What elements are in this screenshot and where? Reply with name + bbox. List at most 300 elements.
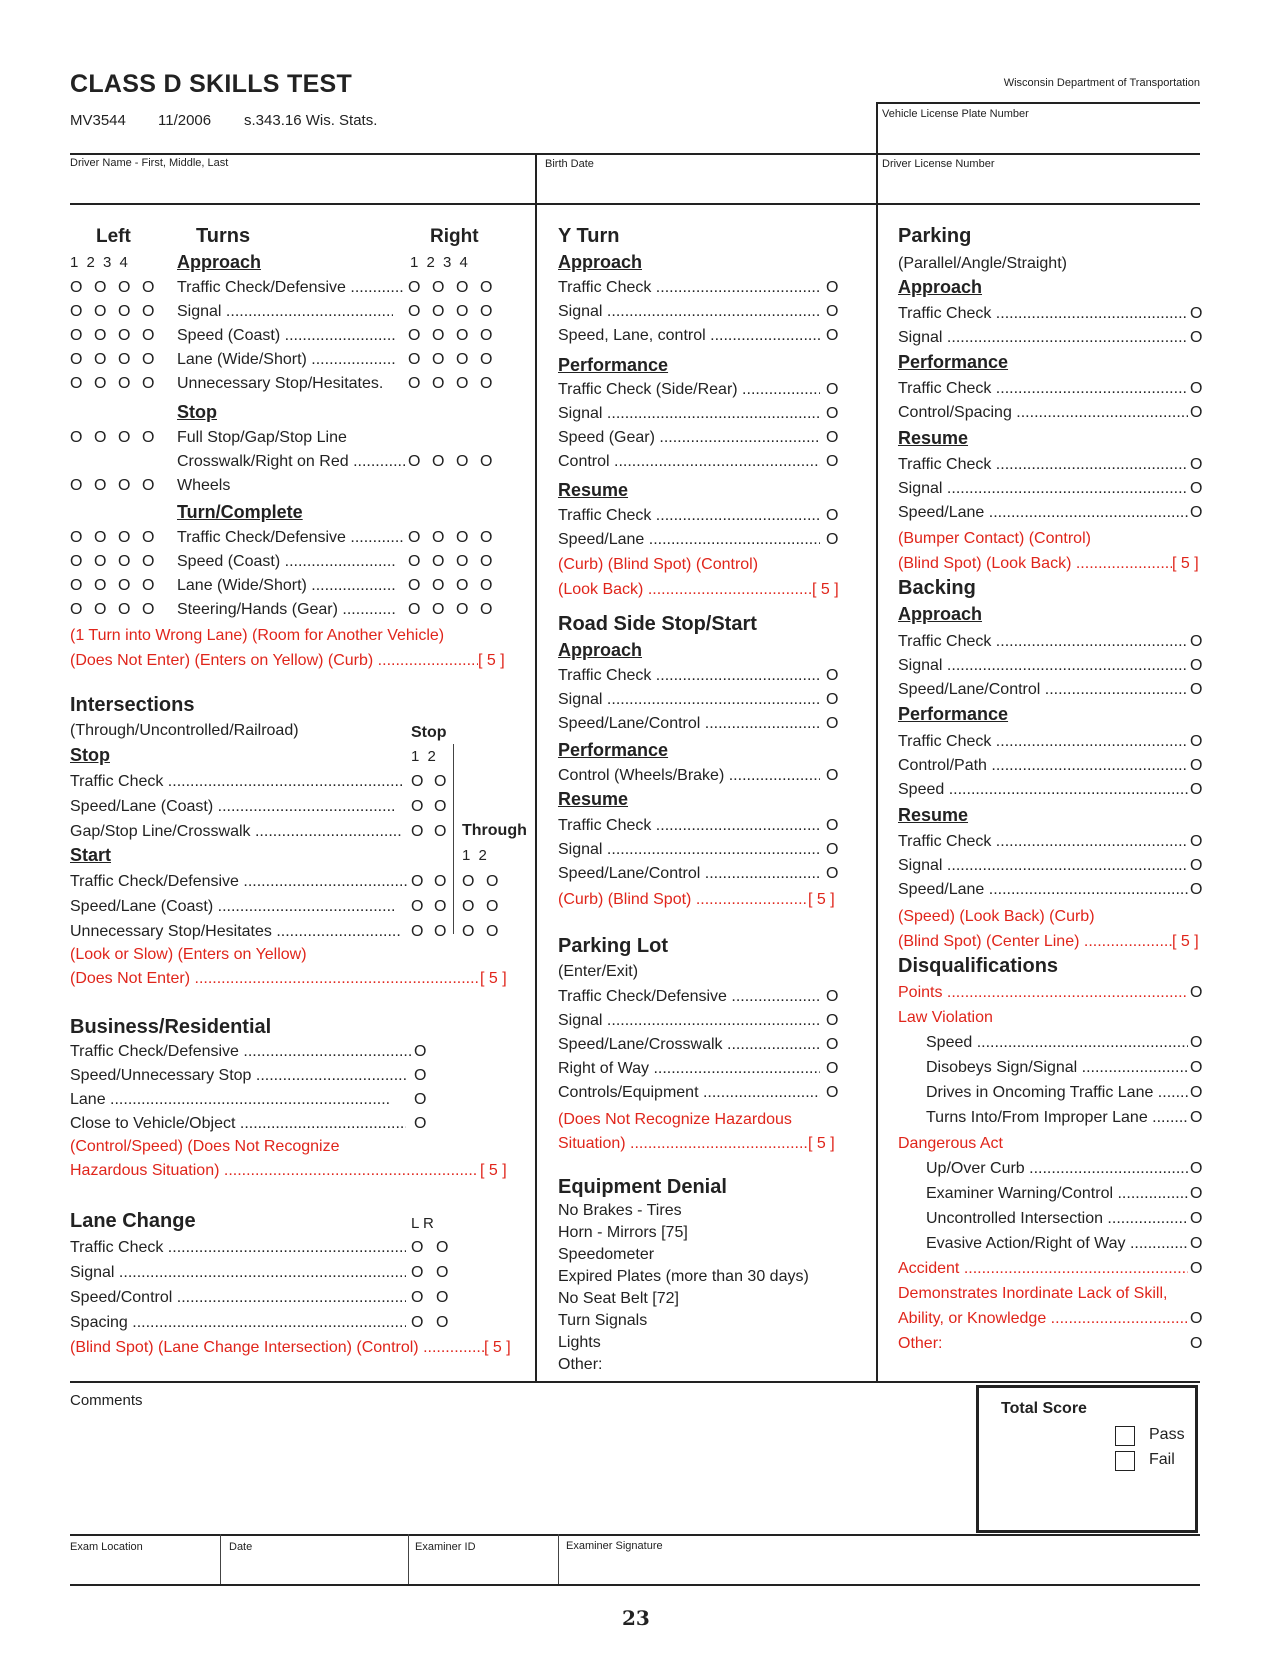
check-circle[interactable]: O xyxy=(486,898,499,915)
examiner-signature-label: Examiner Signature xyxy=(566,1540,663,1552)
disqualifications-title: Disqualifications xyxy=(898,955,1059,977)
check-circle[interactable]: O xyxy=(1190,1260,1203,1277)
check-circle[interactable]: O xyxy=(432,375,445,392)
check-circle[interactable]: O xyxy=(118,327,131,344)
y-turn-score: [ 5 ] xyxy=(812,581,839,598)
check-circle[interactable]: O xyxy=(411,898,424,915)
check-circle[interactable]: O xyxy=(118,477,131,494)
check-circle[interactable]: O xyxy=(1190,833,1203,850)
equipment-item: Lights xyxy=(558,1334,601,1351)
divider xyxy=(558,1534,559,1584)
check-circle[interactable]: O xyxy=(408,327,421,344)
checklist-item-label: Speed (Gear) ..... xyxy=(558,427,820,449)
check-circle[interactable]: O xyxy=(480,375,493,392)
disq-points-label: Points ..... xyxy=(898,982,1188,1004)
check-circle[interactable]: O xyxy=(826,667,839,684)
check-circle[interactable]: O xyxy=(1190,404,1203,421)
check-circle[interactable]: O xyxy=(1190,1210,1203,1227)
check-circle[interactable]: O xyxy=(414,1043,427,1060)
intersections-item: Gap/Stop Line/Crosswalk ..... xyxy=(70,821,403,843)
check-circle[interactable]: O xyxy=(70,279,83,296)
check-circle[interactable]: O xyxy=(1190,1034,1203,1051)
check-circle[interactable]: O xyxy=(408,453,421,470)
check-circle[interactable]: O xyxy=(434,923,447,940)
check-circle[interactable]: O xyxy=(480,303,493,320)
check-circle[interactable]: O xyxy=(456,351,469,368)
check-circle[interactable]: O xyxy=(142,601,155,618)
check-circle[interactable]: O xyxy=(70,303,83,320)
intersections-errors-line2: (Does Not Enter) ..... xyxy=(70,968,478,990)
parking-performance-heading: Performance xyxy=(898,352,1009,372)
check-circle[interactable]: O xyxy=(826,381,839,398)
check-circle[interactable]: O xyxy=(480,279,493,296)
check-circle[interactable]: O xyxy=(462,923,475,940)
check-circle[interactable]: O xyxy=(826,865,839,882)
check-circle[interactable]: O xyxy=(411,1239,424,1256)
business-item: Traffic Check/Defensive ..... xyxy=(70,1041,412,1063)
check-circle[interactable]: O xyxy=(408,303,421,320)
check-circle[interactable]: O xyxy=(1190,1084,1203,1101)
check-circle[interactable]: O xyxy=(1190,984,1203,1001)
driver-name-field[interactable] xyxy=(70,172,532,202)
check-circle[interactable]: O xyxy=(142,327,155,344)
turns-item: Signal ..... xyxy=(177,301,393,323)
turns-item: Speed (Coast) ..... xyxy=(177,325,397,347)
check-circle[interactable]: O xyxy=(411,873,424,890)
check-circle[interactable]: O xyxy=(1190,733,1203,750)
check-circle[interactable]: O xyxy=(456,601,469,618)
equipment-item: Turn Signals xyxy=(558,1312,648,1329)
check-circle[interactable]: O xyxy=(1190,857,1203,874)
roadside-performance-heading: Performance xyxy=(558,740,669,760)
backing-errors-line1: (Speed) (Look Back) (Curb) xyxy=(898,908,1095,925)
examiner-id-field[interactable] xyxy=(410,1556,556,1582)
roadside-approach-heading: Approach xyxy=(558,640,643,660)
turns-score: [ 5 ] xyxy=(478,652,505,669)
intersections-stop-nums: 1 2 xyxy=(411,748,436,765)
check-circle[interactable]: O xyxy=(1190,329,1203,346)
check-circle[interactable]: O xyxy=(414,1115,427,1132)
backing-score: [ 5 ] xyxy=(1172,933,1199,950)
total-score-box xyxy=(976,1385,1198,1533)
business-errors-line1: (Control/Speed) (Does Not Recognize xyxy=(70,1138,340,1155)
equipment-item: Other: xyxy=(558,1356,603,1373)
parking-lot-title: Parking Lot xyxy=(558,935,669,957)
check-circle[interactable]: O xyxy=(480,327,493,344)
check-circle[interactable]: O xyxy=(480,601,493,618)
business-title: Business/Residential xyxy=(70,1016,272,1038)
check-circle[interactable]: O xyxy=(1190,781,1203,798)
check-circle[interactable]: O xyxy=(1190,1160,1203,1177)
examiner-id-label: Examiner ID xyxy=(415,1541,476,1553)
check-circle[interactable]: O xyxy=(118,375,131,392)
check-circle[interactable]: O xyxy=(94,529,107,546)
equipment-item: Speedometer xyxy=(558,1246,655,1263)
check-circle[interactable]: O xyxy=(1190,1185,1203,1202)
checklist-item-label: Signal ..... xyxy=(898,855,1188,877)
check-circle[interactable]: O xyxy=(480,577,493,594)
check-circle[interactable]: O xyxy=(94,351,107,368)
business-errors-line2: Hazardous Situation) ..... xyxy=(70,1160,478,1182)
check-circle[interactable]: O xyxy=(408,577,421,594)
license-number-label: Driver License Number xyxy=(882,158,995,170)
check-circle[interactable]: O xyxy=(70,375,83,392)
check-circle[interactable]: O xyxy=(70,577,83,594)
disq-law-violation-heading: Law Violation xyxy=(898,1009,993,1026)
check-circle[interactable]: O xyxy=(456,577,469,594)
check-circle[interactable]: O xyxy=(94,429,107,446)
check-circle[interactable]: O xyxy=(94,327,107,344)
business-score: [ 5 ] xyxy=(480,1162,507,1179)
check-circle[interactable]: O xyxy=(118,351,131,368)
check-circle[interactable]: O xyxy=(142,279,155,296)
check-circle[interactable]: O xyxy=(826,279,839,296)
backing-approach-heading: Approach xyxy=(898,604,983,624)
checklist-item-label: Drives in Oncoming Traffic Lane ..... xyxy=(926,1082,1188,1104)
check-circle[interactable]: O xyxy=(411,798,424,815)
intersections-through-nums: 1 2 xyxy=(462,847,487,864)
check-circle[interactable]: O xyxy=(94,303,107,320)
driver-name-label: Driver Name - First, Middle, Last xyxy=(70,157,229,169)
checklist-item-label: Speed/Lane ..... xyxy=(558,529,820,551)
intersections-stop-heading: Stop xyxy=(70,745,110,765)
check-circle[interactable]: O xyxy=(1190,1235,1203,1252)
check-circle[interactable]: O xyxy=(142,351,155,368)
parking-errors-line1: (Bumper Contact) (Control) xyxy=(898,530,1091,547)
check-circle[interactable]: O xyxy=(826,715,839,732)
check-circle[interactable]: O xyxy=(480,453,493,470)
check-circle[interactable]: O xyxy=(480,351,493,368)
check-circle[interactable]: O xyxy=(408,375,421,392)
checklist-item-label: Control (Wheels/Brake) ..... xyxy=(558,765,820,787)
checklist-item-label: Evasive Action/Right of Way ..... xyxy=(926,1233,1188,1255)
check-circle[interactable]: O xyxy=(826,1060,839,1077)
check-circle[interactable]: O xyxy=(408,601,421,618)
check-circle[interactable]: O xyxy=(432,553,445,570)
divider xyxy=(408,1534,409,1584)
turns-item: Unnecessary Stop/Hesitates. xyxy=(177,375,384,392)
check-circle[interactable]: O xyxy=(70,351,83,368)
check-circle[interactable]: O xyxy=(408,351,421,368)
check-circle[interactable]: O xyxy=(1190,681,1203,698)
exam-date-label: Date xyxy=(229,1541,253,1553)
check-circle[interactable]: O xyxy=(70,553,83,570)
check-circle[interactable]: O xyxy=(414,1091,427,1108)
check-circle[interactable]: O xyxy=(436,1239,449,1256)
check-circle[interactable]: O xyxy=(462,873,475,890)
check-circle[interactable]: O xyxy=(436,1289,449,1306)
check-circle[interactable]: O xyxy=(1190,633,1203,650)
check-circle[interactable]: O xyxy=(434,773,447,790)
turns-item: Speed (Coast) ..... xyxy=(177,551,397,573)
divider xyxy=(70,1534,1200,1536)
check-circle[interactable]: O xyxy=(1190,380,1203,397)
intersections-subtitle: (Through/Uncontrolled/Railroad) xyxy=(70,722,299,739)
check-circle[interactable]: O xyxy=(411,1289,424,1306)
check-circle[interactable]: O xyxy=(432,577,445,594)
intersections-title: Intersections xyxy=(70,694,195,716)
y-turn-errors-line1: (Curb) (Blind Spot) (Control) xyxy=(558,556,759,573)
equipment-item: Expired Plates (more than 30 days) xyxy=(558,1268,809,1285)
check-circle[interactable]: O xyxy=(94,477,107,494)
check-circle[interactable]: O xyxy=(118,529,131,546)
check-circle[interactable]: O xyxy=(432,279,445,296)
check-circle[interactable]: O xyxy=(480,529,493,546)
check-circle[interactable]: O xyxy=(94,601,107,618)
backing-title: Backing xyxy=(898,577,976,599)
checklist-item-label: Turns Into/From Improper Lane ..... xyxy=(926,1107,1188,1129)
check-circle[interactable]: O xyxy=(142,375,155,392)
check-circle[interactable]: O xyxy=(436,1314,449,1331)
turns-item: Lane (Wide/Short) ..... xyxy=(177,349,397,371)
check-circle[interactable]: O xyxy=(94,279,107,296)
check-circle[interactable]: O xyxy=(1190,456,1203,473)
check-circle[interactable]: O xyxy=(826,767,839,784)
check-circle[interactable]: O xyxy=(826,327,839,344)
lane-change-score: [ 5 ] xyxy=(484,1339,511,1356)
comments-field[interactable] xyxy=(70,1414,970,1534)
check-circle[interactable]: O xyxy=(411,823,424,840)
check-circle[interactable]: O xyxy=(1190,1335,1203,1352)
check-circle[interactable]: O xyxy=(826,429,839,446)
check-circle[interactable]: O xyxy=(826,988,839,1005)
lane-change-item: Speed/Control ..... xyxy=(70,1287,406,1309)
fail-checkbox[interactable] xyxy=(1115,1451,1135,1471)
check-circle[interactable]: O xyxy=(70,327,83,344)
intersections-item: Traffic Check/Defensive ..... xyxy=(70,871,408,893)
check-circle[interactable]: O xyxy=(456,553,469,570)
roadside-errors: (Curb) (Blind Spot) ..... xyxy=(558,889,808,911)
check-circle[interactable]: O xyxy=(826,453,839,470)
left-turn-numbers: 1 2 3 4 xyxy=(70,254,128,271)
check-circle[interactable]: O xyxy=(432,453,445,470)
turns-item: Traffic Check/Defensive ..... xyxy=(177,277,405,299)
backing-performance-heading: Performance xyxy=(898,704,1009,724)
intersections-item: Speed/Lane (Coast) ..... xyxy=(70,896,396,918)
check-circle[interactable]: O xyxy=(1190,757,1203,774)
turns-item: Lane (Wide/Short) ..... xyxy=(177,575,397,597)
checklist-item-label: Speed/Lane/Crosswalk ..... xyxy=(558,1034,820,1056)
disq-inordinate-line2: Ability, or Knowledge ..... xyxy=(898,1308,1188,1330)
exam-location-field[interactable] xyxy=(70,1556,218,1582)
check-circle[interactable]: O xyxy=(142,577,155,594)
parking-lot-score: [ 5 ] xyxy=(808,1135,835,1152)
check-circle[interactable]: O xyxy=(826,841,839,858)
check-circle[interactable]: O xyxy=(118,429,131,446)
intersections-stop-col: Stop xyxy=(411,724,447,741)
parking-lot-errors-line2: Situation) ..... xyxy=(558,1133,808,1155)
checklist-item-label: Speed/Lane ..... xyxy=(898,879,1188,901)
check-circle[interactable]: O xyxy=(142,303,155,320)
check-circle[interactable]: O xyxy=(826,1012,839,1029)
check-circle[interactable]: O xyxy=(142,477,155,494)
pass-checkbox[interactable] xyxy=(1115,1426,1135,1446)
check-circle[interactable]: O xyxy=(142,429,155,446)
checklist-item-label: Traffic Check ..... xyxy=(898,831,1188,853)
checklist-item-label: Signal ..... xyxy=(558,301,820,323)
intersections-through-col: Through xyxy=(462,822,527,839)
checklist-item-label: Signal ..... xyxy=(898,478,1188,500)
checklist-item-label: Speed, Lane, control ..... xyxy=(558,325,820,347)
checklist-item-label: Signal ..... xyxy=(558,839,820,861)
turns-item: Wheels xyxy=(177,477,231,494)
check-circle[interactable]: O xyxy=(408,553,421,570)
check-circle[interactable]: O xyxy=(486,873,499,890)
page-title: CLASS D SKILLS TEST xyxy=(70,70,353,98)
check-circle[interactable]: O xyxy=(118,303,131,320)
checklist-item-label: Speed/Lane ..... xyxy=(898,502,1188,524)
checklist-item-label: Uncontrolled Intersection ..... xyxy=(926,1208,1188,1230)
check-circle[interactable]: O xyxy=(432,327,445,344)
checklist-item-label: Traffic Check ..... xyxy=(558,505,820,527)
divider xyxy=(876,102,1200,104)
check-circle[interactable]: O xyxy=(826,531,839,548)
check-circle[interactable]: O xyxy=(826,1036,839,1053)
check-circle[interactable]: O xyxy=(142,529,155,546)
checklist-item-label: Traffic Check ..... xyxy=(558,815,820,837)
checklist-item-label: Traffic Check ..... xyxy=(558,277,820,299)
check-circle[interactable]: O xyxy=(70,601,83,618)
check-circle[interactable]: O xyxy=(456,303,469,320)
check-circle[interactable]: O xyxy=(486,923,499,940)
check-circle[interactable]: O xyxy=(826,817,839,834)
check-circle[interactable]: O xyxy=(434,873,447,890)
checklist-item-label: Right of Way ..... xyxy=(558,1058,820,1080)
equipment-denial-title: Equipment Denial xyxy=(558,1176,727,1198)
intersections-errors-line1: (Look or Slow) (Enters on Yellow) xyxy=(70,946,307,963)
y-turn-title: Y Turn xyxy=(558,225,620,247)
exam-date-field[interactable] xyxy=(222,1556,406,1582)
check-circle[interactable]: O xyxy=(70,529,83,546)
license-number-field[interactable] xyxy=(880,172,1198,202)
parking-errors-line2: (Blind Spot) (Look Back) ..... xyxy=(898,553,1172,575)
check-circle[interactable]: O xyxy=(1190,305,1203,322)
parking-resume-heading: Resume xyxy=(898,428,969,448)
check-circle[interactable]: O xyxy=(1190,480,1203,497)
checklist-item-label: Control ..... xyxy=(558,451,820,473)
checklist-item-label: Signal ..... xyxy=(558,1010,820,1032)
parking-lot-errors-line1: (Does Not Recognize Hazardous xyxy=(558,1111,792,1128)
check-circle[interactable]: O xyxy=(118,553,131,570)
check-circle[interactable]: O xyxy=(1190,881,1203,898)
check-circle[interactable]: O xyxy=(456,375,469,392)
divider xyxy=(70,1381,1200,1383)
check-circle[interactable]: O xyxy=(118,601,131,618)
check-circle[interactable]: O xyxy=(94,577,107,594)
check-circle[interactable]: O xyxy=(1190,504,1203,521)
comments-label: Comments xyxy=(70,1392,143,1409)
disq-inordinate-line1: Demonstrates Inordinate Lack of Skill, xyxy=(898,1285,1168,1302)
check-circle[interactable]: O xyxy=(414,1067,427,1084)
equipment-item: Horn - Mirrors [75] xyxy=(558,1224,688,1241)
check-circle[interactable]: O xyxy=(1190,1059,1203,1076)
check-circle[interactable]: O xyxy=(826,303,839,320)
intersections-score: [ 5 ] xyxy=(480,970,507,987)
check-circle[interactable]: O xyxy=(434,898,447,915)
check-circle[interactable]: O xyxy=(826,405,839,422)
check-circle[interactable]: O xyxy=(408,279,421,296)
check-circle[interactable]: O xyxy=(436,1264,449,1281)
turns-item: Traffic Check/Defensive ..... xyxy=(177,527,405,549)
check-circle[interactable]: O xyxy=(462,898,475,915)
check-circle[interactable]: O xyxy=(411,1264,424,1281)
check-circle[interactable]: O xyxy=(411,1314,424,1331)
check-circle[interactable]: O xyxy=(70,477,83,494)
lane-change-title: Lane Change xyxy=(70,1210,196,1232)
check-circle[interactable]: O xyxy=(1190,1109,1203,1126)
turns-item: Steering/Hands (Gear) ..... xyxy=(177,599,397,621)
equipment-item: No Seat Belt [72] xyxy=(558,1290,679,1307)
check-circle[interactable]: O xyxy=(432,351,445,368)
exam-location-label: Exam Location xyxy=(70,1541,143,1553)
checklist-item-label: Speed/Lane/Control ..... xyxy=(898,679,1188,701)
plate-number-field[interactable] xyxy=(878,120,1198,152)
intersections-item: Unnecessary Stop/Hesitates ..... xyxy=(70,921,400,943)
check-circle[interactable]: O xyxy=(456,453,469,470)
birth-date-field[interactable] xyxy=(540,172,870,202)
turns-errors-line2: (Does Not Enter) (Enters on Yellow) (Curb) ..... xyxy=(70,650,478,672)
check-circle[interactable]: O xyxy=(118,577,131,594)
check-circle[interactable]: O xyxy=(1190,1310,1203,1327)
check-circle[interactable]: O xyxy=(94,553,107,570)
check-circle[interactable]: O xyxy=(434,823,447,840)
checklist-item-label: Traffic Check ..... xyxy=(898,454,1188,476)
fail-label: Fail xyxy=(1149,1451,1175,1468)
turns-item: Crosswalk/Right on Red ..... xyxy=(177,451,405,473)
checklist-item-label: Speed/Lane/Control ..... xyxy=(558,863,820,885)
y-turn-approach-heading: Approach xyxy=(558,252,643,272)
check-circle[interactable]: O xyxy=(432,529,445,546)
checklist-item-label: Signal ..... xyxy=(898,655,1188,677)
intersections-item: Traffic Check ..... xyxy=(70,771,403,793)
check-circle[interactable]: O xyxy=(411,923,424,940)
check-circle[interactable]: O xyxy=(94,375,107,392)
checklist-item-label: Traffic Check/Defensive ..... xyxy=(558,986,820,1008)
checklist-item-label: Traffic Check (Side/Rear) ..... xyxy=(558,379,820,401)
check-circle[interactable]: O xyxy=(432,303,445,320)
intersections-start-heading: Start xyxy=(70,845,112,865)
check-circle[interactable]: O xyxy=(118,279,131,296)
check-circle[interactable]: O xyxy=(142,553,155,570)
checklist-item-label: Up/Over Curb ..... xyxy=(926,1158,1188,1180)
checklist-item-label: Traffic Check ..... xyxy=(898,378,1188,400)
turns-title: Turns xyxy=(196,225,251,247)
examiner-signature-field[interactable] xyxy=(560,1556,1198,1582)
check-circle[interactable]: O xyxy=(826,691,839,708)
parking-score: [ 5 ] xyxy=(1172,555,1199,572)
check-circle[interactable]: O xyxy=(434,798,447,815)
check-circle[interactable]: O xyxy=(432,601,445,618)
check-circle[interactable]: O xyxy=(826,1084,839,1101)
parking-title: Parking xyxy=(898,225,972,247)
turns-complete-heading: Turn/Complete xyxy=(177,502,303,522)
check-circle[interactable]: O xyxy=(408,529,421,546)
statute: s.343.16 Wis. Stats. xyxy=(244,112,378,129)
check-circle[interactable]: O xyxy=(411,773,424,790)
birth-date-label: Birth Date xyxy=(545,158,594,170)
disq-other-label: Other: xyxy=(898,1335,943,1352)
check-circle[interactable]: O xyxy=(1190,657,1203,674)
checklist-item-label: Control/Spacing ..... xyxy=(898,402,1188,424)
check-circle[interactable]: O xyxy=(456,529,469,546)
check-circle[interactable]: O xyxy=(456,327,469,344)
check-circle[interactable]: O xyxy=(480,553,493,570)
check-circle[interactable]: O xyxy=(70,429,83,446)
check-circle[interactable]: O xyxy=(826,507,839,524)
lane-change-item: Signal ..... xyxy=(70,1262,406,1284)
check-circle[interactable]: O xyxy=(456,279,469,296)
right-turn-numbers: 1 2 3 4 xyxy=(410,254,468,271)
